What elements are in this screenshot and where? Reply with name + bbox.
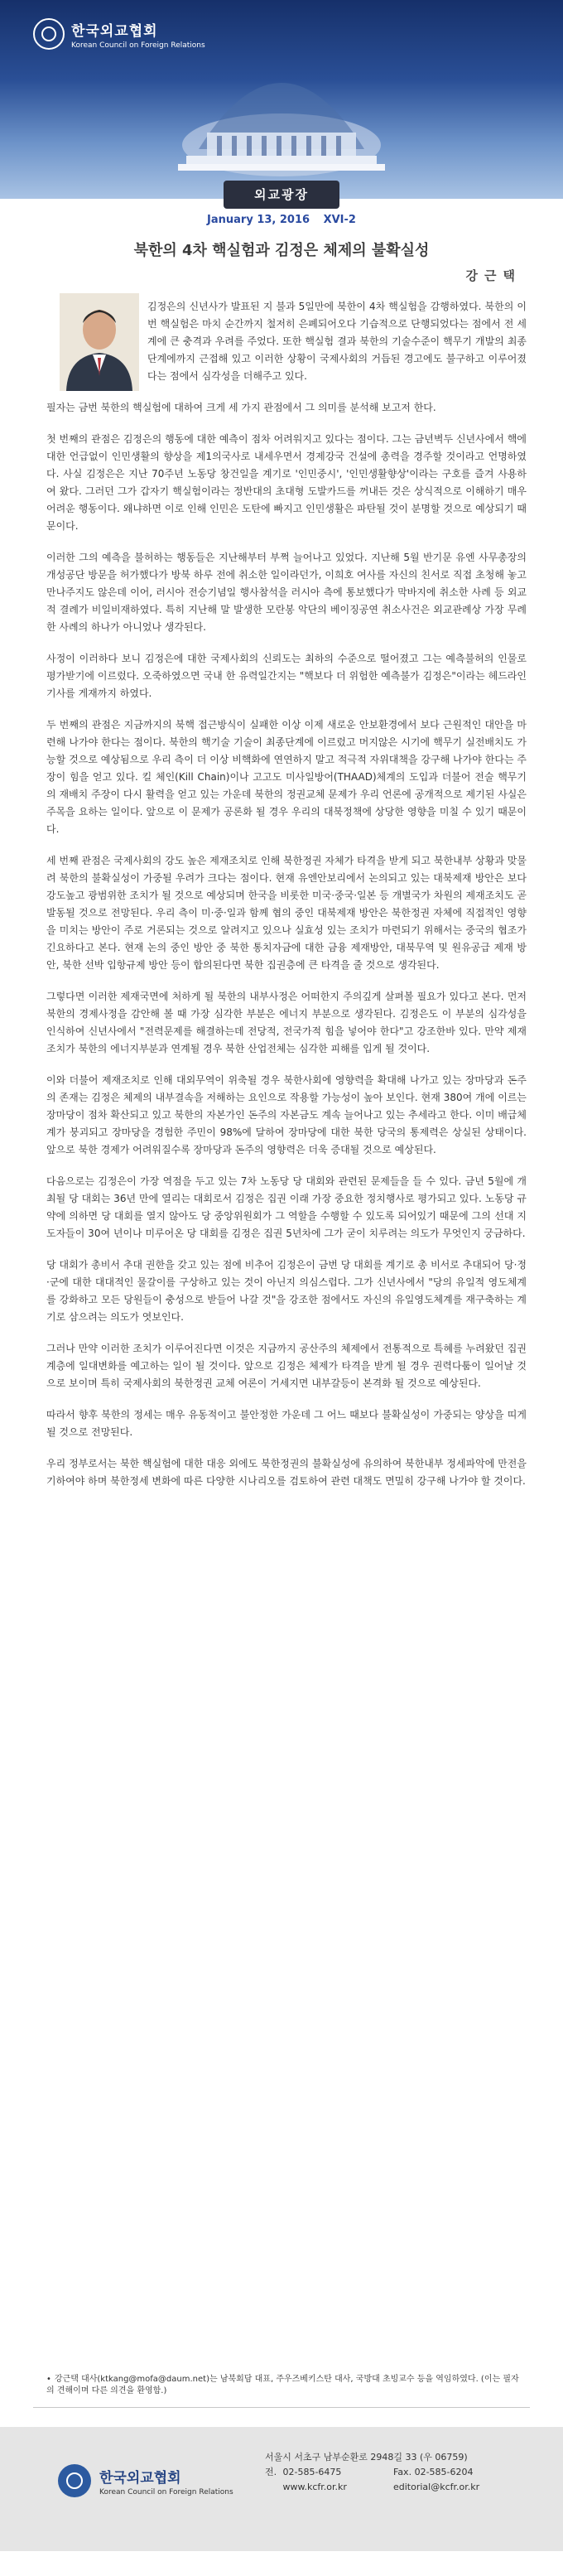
org-name-ko: 한국외교협회 — [71, 22, 158, 40]
paragraph-6: 두 번째의 관점은 지금까지의 북핵 접근방식이 실패한 이상 이제 새로운 안보환경에서 보다 근원적인 대안을 마련해 나가야 한다는 점이다. 북한의 핵기술 기술이 최종단계에 이르렀고 머지않은 시기에 핵무기 실전배치도 가능할 것으로 예상됨으로 우리 측이 더 이상 비핵화에 연연하지 말고 적극적 자위대책을 강구해 나가야 한다는 주장이 힘을 얻고 있다. 킬 체인(Kill Chain)이나 고고도 미사일방어(THAAD)체계의 도입과 더불어 전술 핵무기의 재배치 주장이 다시 활력을 얻고 있는 가운데 북한의 정권교체 문제가 우리 언론에 공개적으로 제기된 사실은 주목을 요하는 일이다. 앞으로 이 문제가 공론화 될 경우 우리의 대북정책에 상당한 영향을 미칠 수 있기 때문이다. — [46, 719, 527, 835]
footer-address: 서울시 서초구 남부순환로 2948길 33 (우 06759) — [265, 2452, 468, 2463]
article-body — [46, 298, 527, 1504]
tel-label: 전. — [265, 2467, 277, 2477]
paragraph-3: 첫 번째의 관점은 김정은의 행동에 대한 예측이 점차 어려워지고 있다는 점이다. 그는 금년벽두 신년사에서 핵에 대한 언급없이 인민생활의 향상을 제1의국사로 내세우면서 경제강국 건설에 총력을 경주할 것이라고 언명하였다. 사실 김정은은 지난 70주년 노동당 창건일을 계기로 '인민중시', '인민생활향상'이라는 구호를 즐겨 사용하여 왔다. 그러던 그가 갑자기 핵실험이라는 정반대의 초대형 도발카드를 꺼내든 것은 상식적으로 이해하기 매우 어려운 행동이다. 왜냐하면 이로 인해 인민은 도탄에 빠지고 인민생활은 파탄될 것이 분명할 것으로 예상되기 때문이다. — [46, 433, 527, 532]
paragraph-10: 다음으로는 김정은이 가장 역점을 두고 있는 7차 노동당 당 대회와 관련된 문제들을 들 수 있다. 금년 5월에 개최될 당 대회는 36년 만에 열리는 대회로서 김정은 집권 이래 가장 중요한 정치행사로 평가되고 있다. 노동당 규약에 의하면 당 대회를 열지 않아도 당 중앙위원회가 그 역할을 수행할 수 있도록 되어있기 때문에 그의 선대 지도자들이 30여 년이나 미루어온 당 대회를 김정은 집권 5년차에 그가 굳이 치루려는 의도가 무엇인지 궁금하다. — [46, 1175, 527, 1239]
footer-org-name-en: Korean Council on Foreign Relations — [99, 2487, 233, 2496]
email-link[interactable]: editorial@kcfr.or.kr — [393, 2482, 480, 2492]
header-banner — [0, 0, 563, 199]
article-title: 북한의 4차 핵실험과 김정은 체제의 불확실성 — [133, 242, 430, 259]
issue-number: XVI-2 — [323, 214, 356, 226]
footer-divider — [33, 2407, 530, 2408]
paragraph-14: 우리 정부로서는 북한 핵실험에 대한 대응 외에도 북한정권의 불확실성에 유의하여 북한내부 정세파악에 만전을 기하여야 하며 북한정세 변화에 따른 다양한 시나리오를 검토하여 관련 대책도 면밀히 강구해 나가야 할 것이다. — [46, 1458, 527, 1487]
author-note-text: 강근택 대사(ktkang@mofa@daum.net)는 남북회담 대표, 주우즈베키스탄 대사, 국방대 초빙교수 등을 역임하였다. (이는 필자의 견해이며 다른 의견을 환영함.) — [46, 2375, 519, 2395]
paragraph-13: 따라서 향후 북한의 정세는 매우 유동적이고 불안정한 가운데 그 어느 때보다 불확실성이 가중되는 양상을 띠게 될 것으로 전망된다. — [46, 1409, 527, 1438]
paragraph-8: 그렇다면 이러한 제재국면에 처하게 될 북한의 내부사정은 어떠한지 주의깊게 살펴볼 필요가 있다고 본다. 먼저 북한의 경제사정을 감안해 볼 때 가장 심각한 부분은 에너지 부분으로 생각된다. 김정은도 이 부분의 심각성을 인식하여 신년사에서 "전력문제를 해결하는데 전당적, 전국가적 힘을 넣어야 한다"고 강조한바 있다. 만약 제재조치가 북한의 에너지부분과 연계될 경우 북한 산업전체는 심각한 피해를 입게 될 것이다. — [46, 991, 527, 1054]
section-badge: 외교광장 — [224, 181, 339, 209]
paragraph-2: 필자는 금번 북한의 핵실험에 대하여 크게 세 가지 관점에서 그 의미를 분석해 보고저 한다. — [46, 402, 436, 413]
emblem-icon — [33, 18, 65, 50]
footer-contact — [265, 2450, 479, 2495]
article-author: 강근택 — [465, 268, 522, 283]
org-name-en: Korean Council on Foreign Relations — [71, 41, 205, 50]
paragraph-11: 당 대회가 총비서 추대 권한을 갖고 있는 점에 비추어 김정은이 금번 당 대회를 계기로 총 비서로 추대되어 당·정·군에 대한 대대적인 물갈이를 구상하고 있는 것이 아닌지 의심스럽다. 그가 신년사에서 "당의 유일적 영도체계를 강화하고 모든 당원들이 충성으로 받들어 나갈 것"을 강조한 점에서도 자신의 유일영도체계를 재구축하는 계기로 삼으려는 의도가 엿보인다. — [46, 1259, 527, 1323]
bullet-icon: • — [46, 2375, 51, 2384]
header-logo[interactable] — [33, 18, 205, 50]
fax-label: Fax. — [393, 2467, 412, 2477]
issue-date: January 13, 2016 — [207, 214, 310, 226]
paragraph-1: 김정은의 신년사가 발표된 지 불과 5일만에 북한이 4차 핵실험을 감행하였다. 북한의 이번 핵실험은 마치 순간까지 철저히 은폐되어오다 기습적으로 단행되었다는 점에서 전 세계에 큰 충격과 우려를 주었다. 또한 핵실험 결과 북한의 기술수준이 핵무기 개발의 최종단계에까지 근접해 있고 이러한 상황이 국제사회의 거듭된 경고에도 불구하고 이루어졌다는 점에서 심각성을 더해주고 있다. — [147, 301, 527, 382]
paragraph-12: 그러나 만약 이러한 조치가 이루어진다면 이것은 지금까지 공산주의 체제에서 전통적으로 특혜를 누려왔던 집권계층에 일대변화를 예고하는 일이 될 것이다. 앞으로 김정은 체제가 타격을 받게 될 경우 권력다툼이 일어날 것으로 보이며 특히 국제사회의 북한정권 교체 여론이 거세지면 내부갈등이 본격화 될 것으로 예상된다. — [46, 1343, 527, 1389]
paragraph-7: 세 번째 관점은 국제사회의 강도 높은 제재조치로 인해 북한정권 자체가 타격을 받게 되고 북한내부 상황과 맞물려 북한의 불확실성이 가중될 우려가 크다는 점이다. 현재 유엔안보리에서 논의되고 있는 대북제재 방안은 보다 강도높고 광범위한 조치가 될 것으로 예상되며 한국을 비롯한 미국·중국·일본 등 개별국가 차원의 제재조치도 곧 발동될 것으로 전망된다. 우리 측이 미·중·일과 함께 협의 중인 대북제재 방안은 북한정권 자체에 직접적인 영향을 미치는 방안이 주로 거론되는 것으로 알려지고 있으나 실효성 있는 조치가 마련되기 위해서는 중국의 협조가 긴요하다고 본다. 현재 논의 중인 방안 중 북한 통치자금에 대한 금융 제재방안, 대북무역 및 원유공급 제재 방안, 북한 선박 입항규제 방안 등이 합의된다면 북한 집권층에 큰 타격을 줄 것으로 생각된다. — [46, 855, 527, 971]
footer-emblem-icon — [58, 2464, 91, 2497]
paragraph-5: 사정이 이러하다 보니 김정은에 대한 국제사회의 신뢰도는 최하의 수준으로 떨어졌고 그는 예측불허의 인물로 평가받기에 이르렀다. 오죽하였으면 국내 한 유력일간지는 "핵보다 더 위험한 예측불가 김정은"이라는 헤드라인 기사를 게재까지 하였다. — [46, 653, 527, 699]
tel-number: 02-585-6475 — [282, 2467, 342, 2477]
fax-number: 02-585-6204 — [414, 2467, 474, 2477]
issue-dateline — [0, 214, 563, 226]
paragraph-9: 이와 더불어 제재조치로 인해 대외무역이 위축될 경우 북한사회에 영향력을 확대해 나가고 있는 장마당과 돈주의 존재는 김정은 체제의 내부결속을 저해하는 요인으로 작용할 가능성이 높아 보인다. 현재 380여 개에 이르는 장마당이 점차 확산되고 있고 북한의 자본가인 돈주의 자본금도 계속 늘어나고 있는 추세라고 한다. 이미 배급체계가 붕괴되고 장마당을 경험한 주민이 98%에 달하여 장마당에 대한 북한 당국의 통제력은 상실된 상태이다. 앞으로 북한 경제가 어려워질수록 장마당과 돈주의 영향력은 더욱 증대될 것으로 예상된다. — [46, 1074, 527, 1155]
footer-logo[interactable] — [58, 2464, 233, 2497]
footer — [0, 2427, 563, 2551]
footer-org-name-ko: 한국외교협회 — [99, 2469, 181, 2487]
website-link[interactable]: www.kcfr.or.kr — [282, 2482, 347, 2492]
paragraph-4: 이러한 그의 예측을 불허하는 행동들은 지난해부터 부쩍 늘어나고 있었다. 지난해 5월 반기문 유엔 사무총장의 개성공단 방문을 허가했다가 방북 하루 전에 취소한 일이라던가, 이희호 여사를 자신의 친서로 직접 초청해 놓고 만나주지도 않은데 이어, 러시아 전승기념일 행사참석을 러시아 측에 통보했다가 막바지에 취소한 사례 등 외교적 결례가 비일비재하였다. 특히 지난해 말 발생한 모란봉 악단의 베이징공연 취소사건은 외교관례상 가장 무례한 사례의 하나가 아니었나 생각된다. — [46, 552, 527, 633]
author-note — [46, 2374, 527, 2397]
